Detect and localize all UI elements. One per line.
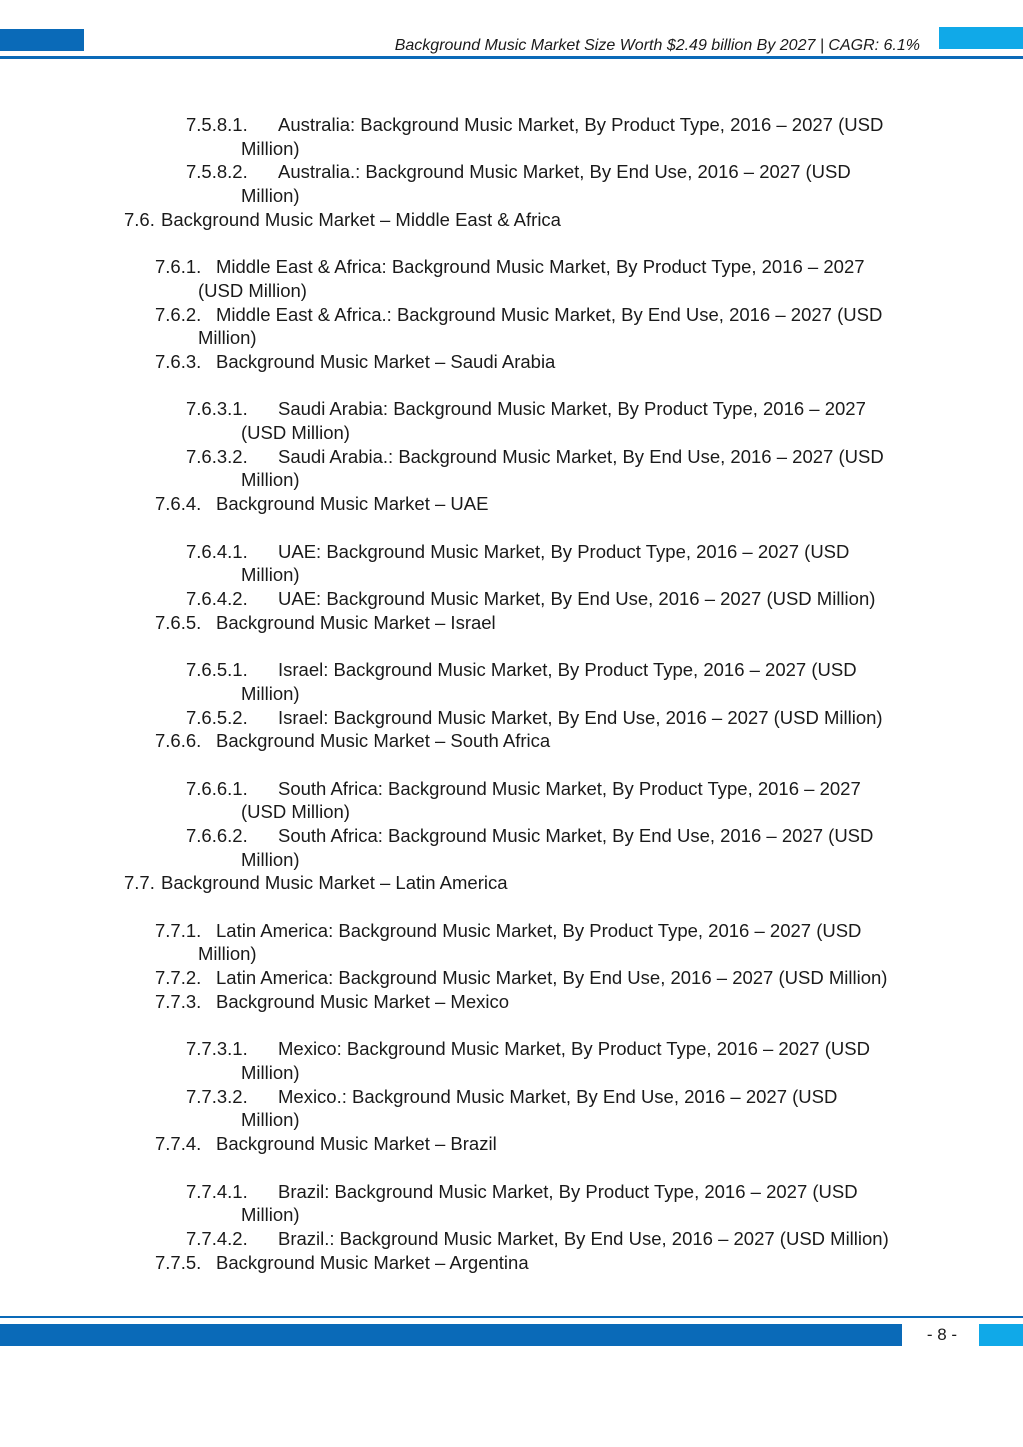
toc-entry-title-continued: Million) xyxy=(198,943,257,965)
toc-entry-number: 7.6.6.2. xyxy=(186,825,248,846)
toc-entry[interactable] xyxy=(0,492,1023,516)
toc-entry[interactable] xyxy=(0,919,1023,966)
toc-entry[interactable] xyxy=(0,871,1023,895)
toc-entry-number: 7.7.1. xyxy=(155,919,202,941)
toc-entry-title: UAE: Background Music Market, By Product Type, 2016 – 2027 (USD xyxy=(278,540,850,562)
toc-entry[interactable] xyxy=(0,1037,1023,1084)
toc-entry-title-continued: (USD Million) xyxy=(198,279,307,301)
toc-entry-title: Mexico.: Background Music Market, By End Use, 2016 – 2027 (USD xyxy=(278,1085,838,1107)
toc-entry-title-continued: Million) xyxy=(241,682,300,704)
toc-entry[interactable] xyxy=(0,966,1023,990)
toc-entry-number: 7.6.6. xyxy=(155,730,202,752)
toc-entry-title-continued: Million) xyxy=(241,185,300,207)
toc-entry[interactable] xyxy=(0,350,1023,374)
toc-entry-number: 7.5.8.2. xyxy=(186,161,248,183)
toc-entry-title: Background Music Market – Brazil xyxy=(216,1133,497,1155)
toc-entry-title: Background Music Market – Latin America xyxy=(161,872,508,894)
footer-divider xyxy=(0,1316,1023,1318)
toc-entry[interactable] xyxy=(0,824,1023,871)
toc-entry[interactable] xyxy=(0,1085,1023,1132)
toc-entry[interactable] xyxy=(0,303,1023,350)
toc-entry-title: South Africa: Background Music Market, By Product Type, 2016 – 2027 xyxy=(278,777,861,799)
toc-entry-number: 7.6.5.2. xyxy=(186,706,248,728)
toc-entry-title: Saudi Arabia: Background Music Market, By Product Type, 2016 – 2027 xyxy=(278,398,866,420)
toc-entry-number: 7.7.4.2. xyxy=(186,1227,248,1249)
toc-entry[interactable] xyxy=(0,706,1023,730)
toc-entry-number: 7.6. xyxy=(124,208,155,230)
toc-entry-title: Australia.: Background Music Market, By End Use, 2016 – 2027 (USD xyxy=(278,161,851,183)
toc-entry-number: 7.6.4.2. xyxy=(186,588,248,609)
toc-entry[interactable] xyxy=(0,611,1023,635)
toc-entry[interactable] xyxy=(0,990,1023,1014)
toc-entry[interactable] xyxy=(0,729,1023,753)
toc-entry-title-continued: Million) xyxy=(198,327,257,349)
toc-entry-number: 7.6.3.1. xyxy=(186,398,248,420)
header-accent-left xyxy=(0,29,84,51)
toc-entry-number: 7.7.3.2. xyxy=(186,1085,248,1107)
toc-entry-title-continued: Million) xyxy=(241,848,300,870)
footer-bar xyxy=(0,1324,902,1346)
toc-entry-number: 7.6.6.1. xyxy=(186,777,248,799)
toc-entry[interactable] xyxy=(0,445,1023,492)
toc-entry-title-continued: Million) xyxy=(241,137,300,159)
toc-entry-number: 7.7.4.1. xyxy=(186,1180,248,1202)
header-divider xyxy=(0,56,1023,59)
toc-entry-title: UAE: Background Music Market, By End Use, 2016 – 2027 (USD Million) xyxy=(278,588,876,609)
toc-entry-title: Mexico: Background Music Market, By Product Type, 2016 – 2027 (USD xyxy=(278,1038,870,1060)
toc-entry-title-continued: Million) xyxy=(241,564,300,586)
toc-entry[interactable] xyxy=(0,397,1023,444)
toc-entry-number: 7.6.5.1. xyxy=(186,659,248,681)
toc-entry[interactable] xyxy=(0,587,1023,611)
toc-entry-number: 7.6.5. xyxy=(155,611,202,633)
toc-entry[interactable] xyxy=(0,1180,1023,1227)
toc-entry-title: South Africa: Background Music Market, By End Use, 2016 – 2027 (USD xyxy=(278,825,874,846)
toc-entry-number: 7.6.4. xyxy=(155,493,202,515)
toc-entry-number: 7.6.3. xyxy=(155,351,202,372)
toc-entry-number: 7.7.3.1. xyxy=(186,1038,248,1060)
toc-entry-title-continued: Million) xyxy=(241,469,300,491)
toc-entry-title-continued: Million) xyxy=(241,1204,300,1226)
toc-entry-number: 7.6.2. xyxy=(155,303,202,325)
toc-entry[interactable] xyxy=(0,540,1023,587)
toc-entry[interactable] xyxy=(0,160,1023,207)
toc-entry-number: 7.7. xyxy=(124,872,155,894)
page-header-title: Background Music Market Size Worth $2.49 billion By 2027 | CAGR: 6.1% xyxy=(394,37,920,54)
toc-entry-title: Latin America: Background Music Market, By End Use, 2016 – 2027 (USD Million) xyxy=(216,967,888,989)
toc-entry-title: Background Music Market – South Africa xyxy=(216,730,551,752)
toc-entry[interactable] xyxy=(0,777,1023,824)
toc-entry-title: Israel: Background Music Market, By Product Type, 2016 – 2027 (USD xyxy=(278,659,857,681)
toc-entry-title: Saudi Arabia.: Background Music Market, By End Use, 2016 – 2027 (USD xyxy=(278,445,884,467)
toc-entry-title: Background Music Market – Argentina xyxy=(216,1251,529,1273)
toc-entry[interactable] xyxy=(0,1227,1023,1251)
toc-entry-title: Australia: Background Music Market, By Product Type, 2016 – 2027 (USD xyxy=(278,114,884,135)
toc-entry-title: Middle East & Africa.: Background Music Market, By End Use, 2016 – 2027 (USD xyxy=(216,303,883,325)
toc-entry-title: Background Music Market – UAE xyxy=(216,493,489,515)
toc-entry-title-continued: (USD Million) xyxy=(241,801,350,823)
toc-entry[interactable] xyxy=(0,1251,1023,1275)
toc-entry-title-continued: Million) xyxy=(241,1061,300,1083)
toc-entry-number: 7.7.5. xyxy=(155,1251,202,1273)
toc-entry-title-continued: Million) xyxy=(241,1109,300,1131)
toc-entry-number: 7.6.1. xyxy=(155,256,202,278)
toc-entry[interactable] xyxy=(0,113,1023,160)
toc-entry-number: 7.6.3.2. xyxy=(186,445,248,467)
toc-entry[interactable] xyxy=(0,255,1023,302)
toc-entry-number: 7.6.4.1. xyxy=(186,540,248,562)
toc-entry-number: 7.7.3. xyxy=(155,990,202,1012)
toc-entry-number: 7.7.2. xyxy=(155,967,202,989)
toc-entry[interactable] xyxy=(0,1132,1023,1156)
page-number: - 8 - xyxy=(926,1325,958,1344)
toc-entry-title-continued: (USD Million) xyxy=(241,422,350,444)
footer-accent-right xyxy=(979,1324,1023,1346)
toc-entry-title: Israel: Background Music Market, By End Use, 2016 – 2027 (USD Million) xyxy=(278,706,883,728)
toc-entry-title: Background Music Market – Israel xyxy=(216,611,496,633)
toc-entry-title: Brazil.: Background Music Market, By End Use, 2016 – 2027 (USD Million) xyxy=(278,1227,889,1249)
toc-entry-title: Background Music Market – Middle East & Africa xyxy=(161,208,561,230)
toc-entry-title: Background Music Market – Mexico xyxy=(216,990,510,1012)
header-accent-right xyxy=(939,27,1023,49)
toc-entry-title: Latin America: Background Music Market, By Product Type, 2016 – 2027 (USD xyxy=(216,919,862,941)
toc-entry-title: Brazil: Background Music Market, By Product Type, 2016 – 2027 (USD xyxy=(278,1180,858,1202)
toc-entry-title: Middle East & Africa: Background Music Market, By Product Type, 2016 – 2027 xyxy=(216,256,865,278)
toc-entry-number: 7.5.8.1. xyxy=(186,114,248,135)
toc-entry-title: Background Music Market – Saudi Arabia xyxy=(216,351,556,372)
toc-entry[interactable] xyxy=(0,658,1023,705)
toc-entry[interactable] xyxy=(0,208,1023,232)
toc-entry-number: 7.7.4. xyxy=(155,1133,202,1155)
